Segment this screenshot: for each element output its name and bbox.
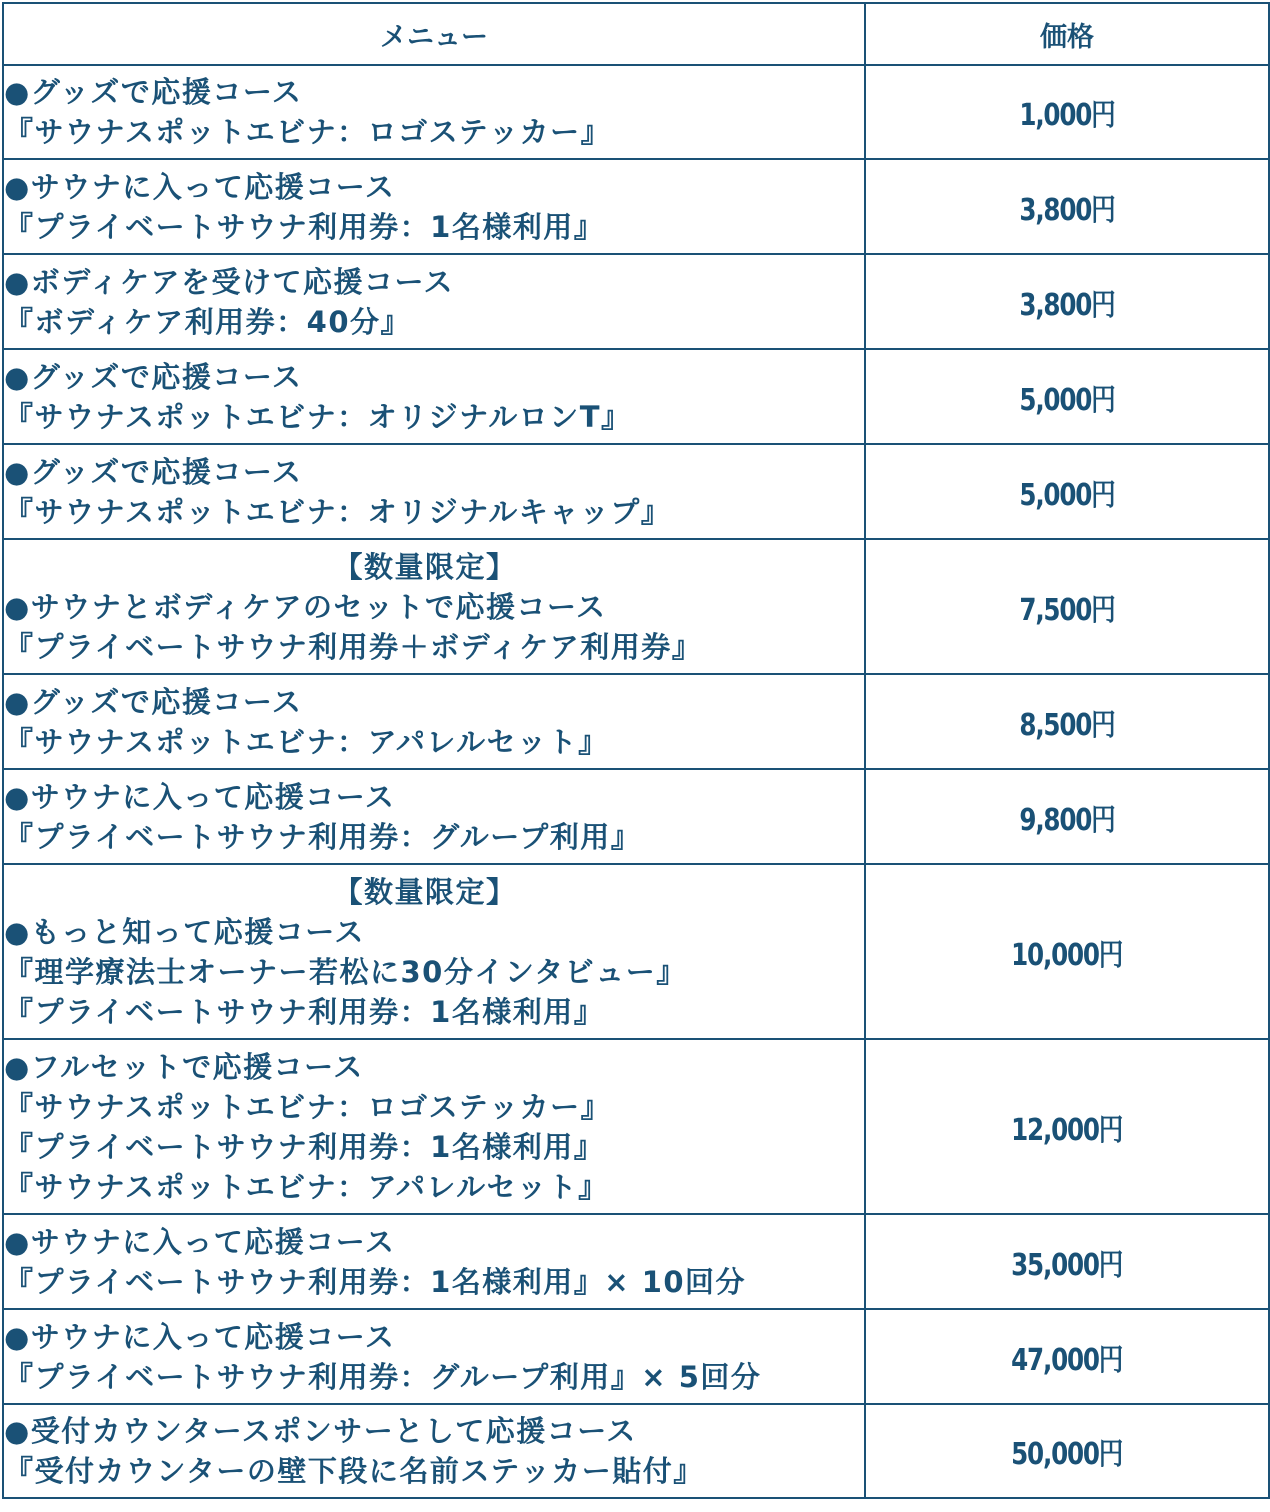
- price-value: 12,000円: [1011, 1112, 1123, 1148]
- menu-cell: [3, 1404, 865, 1498]
- price-cell: [865, 65, 1269, 159]
- price-cell: [865, 159, 1269, 254]
- price-value: 5,000円: [1019, 477, 1115, 513]
- menu-cell: [3, 1309, 865, 1404]
- menu-cell: [3, 444, 865, 539]
- price-column-header: 価格: [865, 3, 1269, 65]
- price-cell: [865, 864, 1269, 1039]
- menu-cell: [3, 539, 865, 674]
- table-row: [3, 1039, 1269, 1214]
- menu-line: ●サウナに入って応援コース: [4, 1319, 396, 1354]
- price-value: 10,000円: [1011, 937, 1123, 973]
- menu-line: 『プライベートサウナ利用券：グループ利用』: [4, 819, 642, 854]
- table-body: [3, 65, 1269, 1498]
- table-row: [3, 864, 1269, 1039]
- menu-line: 『プライベートサウナ利用券：グループ利用』× 5回分: [4, 1359, 762, 1394]
- menu-cell: [3, 1039, 865, 1214]
- price-cell: [865, 539, 1269, 674]
- header-row: [3, 3, 1269, 65]
- price-table: [2, 2, 1270, 1499]
- menu-line: ●グッズで応援コース: [4, 75, 303, 109]
- price-value: 35,000円: [1011, 1247, 1123, 1283]
- table-row: [3, 1404, 1269, 1498]
- price-cell: [865, 1039, 1269, 1214]
- menu-line: ●グッズで応援コース: [4, 454, 303, 489]
- menu-line: ●ボディケアを受けて応援コース: [4, 264, 455, 299]
- price-cell: [865, 1404, 1269, 1498]
- table-row: [3, 1214, 1269, 1309]
- menu-line: 『サウナスポットエビナ：アパレルセット』: [4, 724, 609, 759]
- menu-line: 『サウナスポットエビナ：ロゴステッカー』: [4, 1089, 612, 1124]
- price-cell: [865, 1309, 1269, 1404]
- menu-line: ●サウナとボディケアのセットで応援コース: [4, 589, 607, 624]
- table-row: [3, 159, 1269, 254]
- menu-cell: [3, 864, 865, 1039]
- table-row: [3, 674, 1269, 769]
- price-value: 7,500円: [1019, 592, 1115, 628]
- menu-line: 『受付カウンターの壁下段に名前ステッカー貼付』: [4, 1454, 704, 1488]
- menu-line: 『プライベートサウナ利用券＋ボディケア利用券』: [4, 629, 703, 664]
- table-row: [3, 769, 1269, 864]
- menu-line: 『理学療法士オーナー若松に30分インタビュー』: [4, 954, 687, 989]
- price-value: 5,000円: [1019, 382, 1115, 418]
- menu-line: ●フルセットで応援コース: [4, 1049, 364, 1084]
- menu-line: 『サウナスポットエビナ：オリジナルロンT』: [4, 399, 632, 434]
- price-cell: [865, 1214, 1269, 1309]
- table-row: [3, 1309, 1269, 1404]
- menu-line: 『プライベートサウナ利用券：1名様利用』: [4, 1129, 605, 1164]
- menu-line: 『プライベートサウナ利用券：1名様利用』: [4, 994, 605, 1029]
- menu-cell: [3, 1214, 865, 1309]
- menu-line: ●サウナに入って応援コース: [4, 1224, 396, 1259]
- price-value: 3,800円: [1019, 192, 1115, 228]
- price-value: 8,500円: [1019, 707, 1115, 743]
- limited-quantity-label: 【数量限定】: [333, 874, 517, 909]
- menu-column-header: メニュー: [3, 3, 865, 65]
- menu-line: 『サウナスポットエビナ：ロゴステッカー』: [4, 115, 612, 149]
- menu-cell: [3, 254, 865, 349]
- price-cell: [865, 444, 1269, 539]
- table-header: [3, 3, 1269, 65]
- table-row: [3, 349, 1269, 444]
- menu-line: 『プライベートサウナ利用券：1名様利用』× 10回分: [4, 1264, 747, 1299]
- price-cell: [865, 349, 1269, 444]
- menu-cell: [3, 674, 865, 769]
- price-value: 3,800円: [1019, 287, 1115, 323]
- menu-line: ●グッズで応援コース: [4, 359, 303, 394]
- menu-line: ●グッズで応援コース: [4, 684, 303, 719]
- limited-quantity-label: 【数量限定】: [333, 549, 517, 584]
- menu-line: 『ボディケア利用券：40分』: [4, 304, 412, 339]
- menu-cell: [3, 769, 865, 864]
- menu-line: ●サウナに入って応援コース: [4, 169, 396, 204]
- table-row: [3, 539, 1269, 674]
- menu-cell: [3, 65, 865, 159]
- menu-line: ●受付カウンタースポンサーとして応援コース: [4, 1414, 637, 1448]
- price-value: 50,000円: [1011, 1437, 1123, 1472]
- price-value: 47,000円: [1011, 1342, 1123, 1378]
- menu-line: ●もっと知って応援コース: [4, 914, 365, 949]
- table-row: [3, 65, 1269, 159]
- menu-cell: [3, 159, 865, 254]
- table-row: [3, 444, 1269, 539]
- price-cell: [865, 254, 1269, 349]
- price-value: 9,800円: [1019, 802, 1115, 838]
- menu-cell: [3, 349, 865, 444]
- price-cell: [865, 769, 1269, 864]
- menu-line: 『サウナスポットエビナ：オリジナルキャップ』: [4, 494, 672, 529]
- menu-line: 『サウナスポットエビナ：アパレルセット』: [4, 1169, 609, 1204]
- table-row: [3, 254, 1269, 349]
- menu-line: ●サウナに入って応援コース: [4, 779, 396, 814]
- menu-line: 『プライベートサウナ利用券：1名様利用』: [4, 209, 605, 244]
- price-cell: [865, 674, 1269, 769]
- price-value: 1,000円: [1019, 98, 1115, 133]
